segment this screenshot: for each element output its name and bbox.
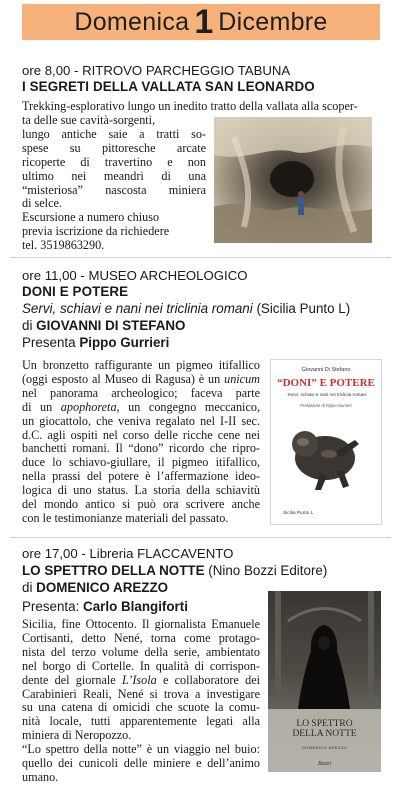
- book-1-title: “DONI” E POTERE: [277, 377, 375, 389]
- event-2-author-line: [22, 317, 380, 334]
- separator-2: [10, 537, 391, 538]
- event-3-desc-line: miniera di Neropozzo.: [22, 728, 132, 743]
- book-1-publisher: Sicilia Punto L: [283, 511, 314, 516]
- event-1-description-top: [22, 100, 380, 114]
- book-cover-doni-e-potere: [270, 359, 382, 525]
- event-2-author: GIOVANNI DI STEFANO: [36, 318, 186, 333]
- event-1-description: [22, 114, 206, 253]
- event-3-author: DOMENICO AREZZO: [36, 580, 169, 595]
- event-1-desc-line: “misteriosa” nascosta miniera: [22, 182, 206, 197]
- event-2-description: [22, 359, 260, 526]
- event-1-desc-line: di selce.: [22, 196, 62, 211]
- banner-weekday: Domenica: [74, 7, 190, 36]
- event-1-time: ore 8,00 - RITROVO PARCHEGGIO TABUNA: [22, 63, 291, 78]
- event-1-desc-line: ultimo nei meandri di una: [22, 168, 206, 183]
- book-1-preface: Prefazione di Pippo Gurrieri: [300, 403, 352, 408]
- cave-photo: [214, 117, 372, 243]
- book-1-author: Giovanni Di Stefano: [301, 367, 351, 373]
- event-1: [22, 63, 380, 95]
- event-3-desc-line: Cortisanti, detto Nené, torna come protago-: [22, 630, 260, 645]
- event-3-author-prefix: di: [22, 580, 37, 595]
- event-2-desc-line: un giocattolo, che veniva regalato nel I-II sec.: [22, 413, 260, 428]
- event-2-publisher: (Sicilia Punto L): [252, 301, 351, 316]
- date-banner: [22, 4, 380, 40]
- event-3-desc-line: dente del giornale L’Isola e collaboratore dei: [22, 672, 261, 687]
- bronze-figurine-photo: [285, 414, 369, 494]
- book-2-title-line-2: DELLA NOTTE: [292, 729, 357, 739]
- event-3-desc-line: Carabinieri Reali, Nené si trova a investigare: [22, 686, 260, 701]
- event-2-desc-line: (oggi esposto al Museo di Ragusa) è un unicum: [22, 371, 260, 386]
- event-1-desc-line: lungo antiche saie a tratti so-: [22, 126, 206, 141]
- separator-1: [10, 257, 391, 258]
- event-2-desc-line: banchetti romani. Il “dono” ricordo che ripro-: [22, 441, 260, 456]
- event-2-subtitle-italic: Servi, schiavi e nani nei triclinia romani: [22, 301, 253, 316]
- event-3-desc-line: umano.: [22, 769, 59, 784]
- event-3-desc-line: quello dei cunicoli delle miniere e dell’animo: [22, 756, 260, 771]
- event-3-presenter-prefix: Presenta:: [22, 599, 84, 614]
- event-1-desc-line: Escursione a numero chiuso: [22, 210, 160, 225]
- event-3-desc-line: nità locale, tutti apparentemente legati alla: [22, 714, 260, 729]
- event-2-presenter: Pippo Gurrieri: [79, 335, 170, 350]
- event-2-desc-line: Un bronzetto raffigurante un pigmeo itifallico: [22, 358, 260, 372]
- event-1-desc-line: ta delle sue cavità-sorgenti,: [22, 113, 156, 127]
- event-2-desc-line: con le testimonianze materiali del passato.: [22, 510, 229, 525]
- book-2-publisher: Bozzi: [317, 761, 331, 767]
- event-1-title: I SEGRETI DELLA VALLATA SAN LEONARDO: [22, 79, 315, 94]
- event-3-desc-line: su una catena di omicidi che scuote la comu-: [22, 700, 260, 715]
- event-1-desc-line: tel. 3519863290.: [22, 238, 105, 253]
- book-2-title-line-1: LO SPETTRO: [296, 719, 353, 729]
- event-3-title-line: [22, 562, 380, 579]
- event-3-desc-line: “Lo spettro della notte” è un viaggio nel buio:: [22, 742, 260, 757]
- event-2-desc-line: duce lo schiavo-giullare, il pigmeo itifallico,: [22, 455, 260, 470]
- book-2-title: [268, 719, 381, 739]
- event-3-desc-line: nista del terzo volume della serie, ambientato: [22, 644, 260, 659]
- event-2-desc-line: logica di uno status. La storia della schiavitù: [22, 483, 260, 498]
- event-1-desc-line: previa iscrizione da richiedere: [22, 224, 170, 239]
- event-2-desc-line: d.C. agli ospiti nel corso delle ricche cene nei: [22, 427, 260, 442]
- event-1-desc-line: ricoperte di travertino e non: [22, 154, 206, 169]
- book-1-subtitle: Servi, schiavi e nani nei triclinia romani: [287, 392, 367, 397]
- event-3-time: ore 17,00 - Libreria FLACCAVENTO: [22, 546, 234, 561]
- banner-day-number: 1: [194, 3, 214, 41]
- event-2-title: DONI E POTERE: [22, 284, 129, 299]
- event-2-desc-line: di un apophoreta, un congegno meccanico,: [22, 399, 260, 414]
- event-3-desc-line: Sicilia, fine Ottocento. Il giornalista Emanuele: [22, 617, 260, 631]
- event-3-title: LO SPETTRO DELLA NOTTE: [22, 563, 205, 578]
- event-2-desc-line: nella prassi del potere è l’affermazione ideo-: [22, 469, 260, 484]
- book-2-author: DOMENICO AREZZO: [301, 745, 348, 750]
- event-1-desc-line: Trekking-esplorativo lungo un inedito tratto della vallata alla scoper-: [22, 99, 358, 113]
- event-3-presenter: Carlo Blangiforti: [83, 599, 188, 614]
- book-cover-lo-spettro-della-notte: [268, 591, 381, 772]
- event-3-desc-line: nel borgo di Cortelle. In qualità di corrispon-: [22, 658, 260, 673]
- event-2-presenter-line: [22, 334, 380, 351]
- banner-month: Dicembre: [218, 7, 328, 36]
- cave-photo-illustration: [214, 117, 372, 243]
- event-1-desc-line: spese su pittoresche arcate: [22, 140, 206, 155]
- event-2-desc-line: nel panorama archeologico; faceva parte: [22, 385, 260, 400]
- event-2: [22, 268, 380, 351]
- event-3-description: [22, 618, 260, 785]
- event-2-subtitle: [22, 300, 380, 317]
- event-3-publisher: (Nino Bozzi Editore): [204, 563, 328, 578]
- event-2-time: ore 11,00 - MUSEO ARCHEOLOGICO: [22, 268, 248, 283]
- event-2-author-prefix: di: [22, 318, 37, 333]
- event-2-presenter-prefix: Presenta: [22, 335, 80, 350]
- event-2-desc-line: del mondo antico si può ora scrivere anche: [22, 497, 260, 512]
